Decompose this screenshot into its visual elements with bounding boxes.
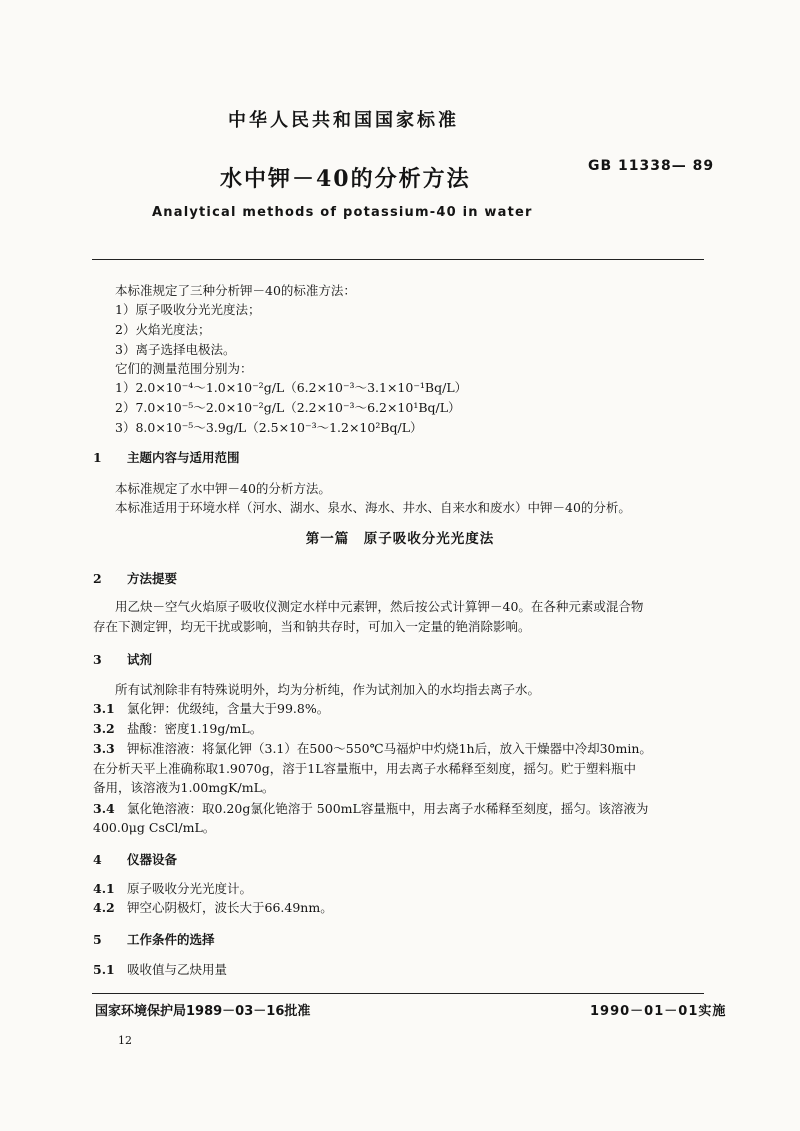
page-number: 12 — [118, 1034, 132, 1047]
section-title: 仪器设备 — [127, 852, 178, 867]
body-line: 本标准适用于环境水样（河水、湖水、泉水、海水、井水、自来水和废水）中钾－40的分析。 — [115, 500, 631, 515]
intro-line: 本标准规定了三种分析钾－40的标准方法： — [115, 283, 356, 298]
document-title-english: Analytical methods of potassium-40 in water — [152, 205, 533, 220]
top-divider — [92, 259, 704, 260]
intro-line: 2）7.0×10⁻⁵～2.0×10⁻²g/L（2.2×10⁻³～6.2×10¹Bq/L） — [115, 400, 461, 415]
section-heading — [93, 851, 177, 869]
body-line: 在分析天平上准确称取1.9070g，溶于1L容量瓶中，用去离子水稀释至刻度，摇匀。贮于塑料瓶中 — [93, 761, 636, 776]
section-heading — [93, 931, 215, 949]
item-number: 3.1 — [93, 701, 115, 716]
section-heading — [93, 570, 177, 588]
body-line: 备用，该溶液为1.00mgK/mL。 — [93, 780, 275, 795]
body-line: 400.0μg CsCl/mL。 — [93, 820, 216, 835]
list-item — [93, 880, 252, 898]
item-number: 4.1 — [93, 881, 115, 896]
intro-line: 它们的测量范围分别为： — [115, 361, 253, 376]
section-title: 主题内容与适用范围 — [127, 450, 240, 465]
approval-date: 国家环境保护局1989－03－16批准 — [95, 1004, 311, 1019]
item-number: 5.1 — [93, 962, 115, 977]
intro-line: 3）离子选择电极法。 — [115, 342, 236, 357]
section-number: 4 — [93, 852, 102, 867]
intro-line: 1）2.0×10⁻⁴～1.0×10⁻²g/L（6.2×10⁻³～3.1×10⁻¹Bq/L） — [115, 380, 468, 395]
item-text: 盐酸：密度1.19g/mL。 — [127, 721, 263, 736]
section-heading — [93, 449, 240, 467]
body-line: 存在下测定钾，均无干扰或影响，当和钠共存时，可加入一定量的铯消除影响。 — [93, 619, 531, 634]
intro-line: 3）8.0×10⁻⁵～3.9g/L（2.5×10⁻³～1.2×10²Bq/L） — [115, 420, 423, 435]
section-number: 2 — [93, 571, 102, 586]
intro-line: 2）火焰光度法； — [115, 322, 211, 337]
body-line: 所有试剂除非有特殊说明外，均为分析纯，作为试剂加入的水均指去离子水。 — [115, 682, 541, 697]
body-line: 用乙炔－空气火焰原子吸收仪测定水样中元素钾，然后按公式计算钾－40。在各种元素或混合物 — [115, 599, 644, 614]
item-number: 3.4 — [93, 801, 115, 816]
section-number: 5 — [93, 932, 102, 947]
part-title: 第一篇 原子吸收分光光度法 — [305, 531, 495, 547]
standard-code: GB 11338— 89 — [588, 158, 715, 174]
section-title: 试剂 — [127, 652, 153, 667]
list-item — [93, 740, 652, 758]
item-text: 钾标准溶液：将氯化钾（3.1）在500～550℃马福炉中灼烧1h后，放入干燥器中冷却30min。 — [127, 741, 652, 756]
list-item — [93, 720, 262, 738]
item-text: 氯化铯溶液：取0.20g氯化铯溶于 500mL容量瓶中，用去离子水稀释至刻度，摇匀。该溶液为 — [127, 801, 649, 816]
section-title: 方法提要 — [127, 571, 178, 586]
body-line: 本标准规定了水中钾－40的分析方法。 — [115, 481, 331, 496]
intro-line: 1）原子吸收分光光度法； — [115, 302, 261, 317]
bottom-divider — [92, 993, 704, 994]
section-number: 3 — [93, 652, 102, 667]
item-text: 吸收值与乙炔用量 — [127, 962, 228, 977]
effective-date: 1990－01－01实施 — [590, 1004, 727, 1019]
item-number: 3.2 — [93, 721, 115, 736]
section-heading — [93, 651, 152, 669]
list-item — [93, 800, 648, 818]
section-title: 工作条件的选择 — [127, 932, 215, 947]
list-item — [93, 899, 333, 917]
list-item — [93, 961, 227, 979]
item-number: 3.3 — [93, 741, 115, 756]
item-text: 原子吸收分光光度计。 — [127, 881, 253, 896]
section-number: 1 — [93, 450, 102, 465]
item-number: 4.2 — [93, 900, 115, 915]
list-item — [93, 700, 329, 718]
document-title-chinese: 水中钾－40的分析方法 — [220, 166, 471, 192]
standard-org-header: 中华人民共和国国家标准 — [228, 110, 459, 131]
item-text: 氯化钾：优级纯，含量大于99.8%。 — [127, 701, 330, 716]
item-text: 钾空心阴极灯，波长大于66.49nm。 — [127, 900, 333, 915]
